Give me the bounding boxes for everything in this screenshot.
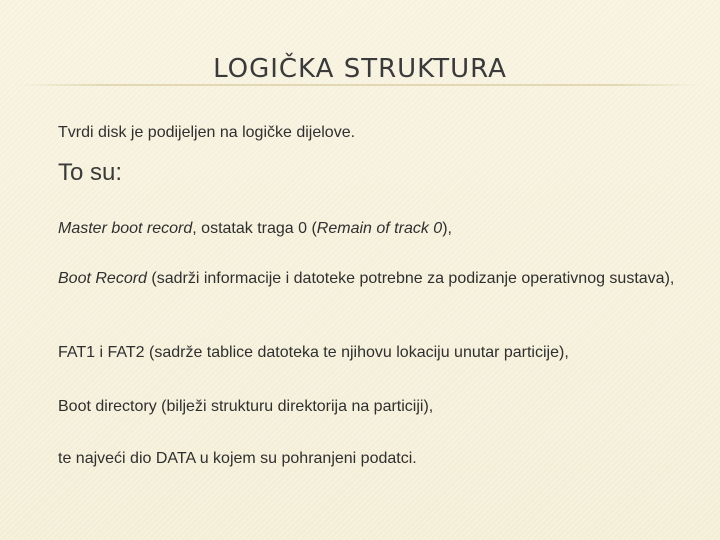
bullet-text [58, 268, 674, 290]
bullet-text: Boot directory (bilježi strukturu direktorija na particiji), [58, 398, 434, 415]
bullet-item [30, 122, 700, 144]
bullet-item [30, 218, 700, 240]
bullet-item [30, 268, 700, 290]
bullet-text-part: ), [442, 220, 452, 237]
bullet-item [30, 448, 700, 470]
bullet-item [30, 158, 700, 188]
bullet-text-part: , ostatak traga 0 ( [192, 220, 317, 237]
bullet-text-italic: Master boot record [58, 220, 193, 237]
bullet-text-part: (sadrži informacije i datoteke potrebne za podizanje operativnog sustava), [146, 270, 675, 287]
bullet-text: To su: [58, 159, 123, 186]
bullet-text: te najveći dio DATA u kojem su pohranjeni podatci. [58, 450, 417, 467]
slide-title: LOGIČKA STRUKTURA [213, 54, 507, 84]
bullet-text: FAT1 i FAT2 (sadrže tablice datoteka te njihovu lokaciju unutar particije), [58, 344, 569, 361]
bullet-item [30, 396, 700, 418]
bullet-text: Tvrdi disk je podijeljen na logičke dijelove. [58, 124, 356, 141]
bullet-text-italic: Remain of track 0 [316, 220, 443, 237]
bullet-text [58, 218, 452, 240]
bullet-item [30, 342, 700, 364]
title-underline [18, 84, 702, 86]
bullet-text-italic: Boot Record [58, 270, 147, 287]
